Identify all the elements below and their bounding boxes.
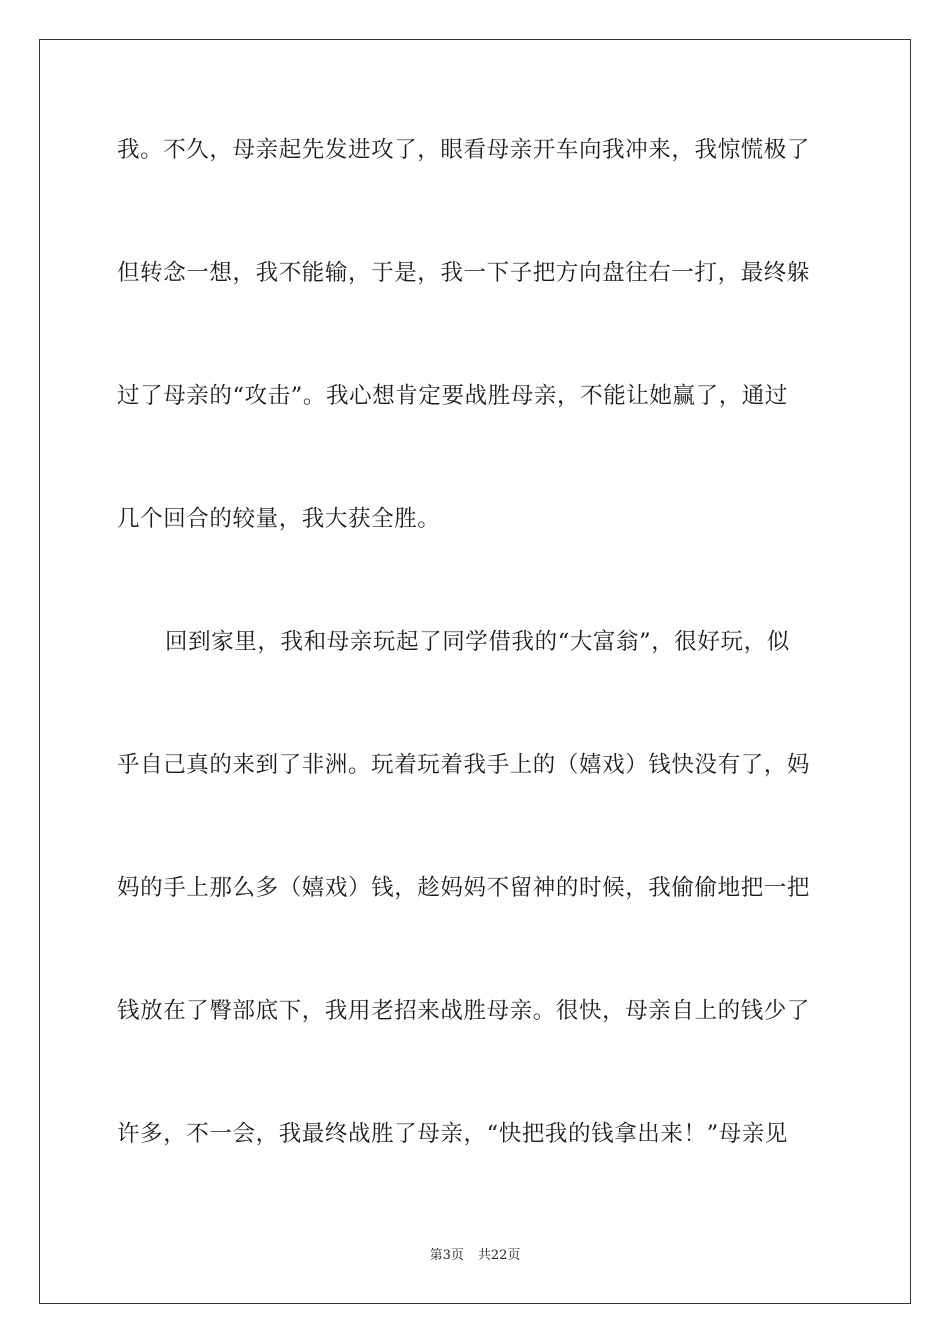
text-line: 钱放在了臀部底下，我用老招来战胜母亲。很快，母亲自上的钱少了 — [117, 998, 811, 1024]
page-border — [39, 39, 911, 1304]
text-line: 但转念一想，我不能输，于是，我一下子把方向盘往右一打，最终躲 — [117, 260, 811, 286]
text-line: 乎自己真的来到了非洲。玩着玩着我手上的（嬉戏）钱快没有了，妈 — [117, 752, 811, 778]
page-number: 第3页 — [429, 1248, 464, 1263]
page-footer — [0, 1247, 950, 1265]
page-total: 共22页 — [477, 1248, 521, 1263]
text-line: 几个回合的较量，我大获全胜。 — [117, 506, 441, 532]
paragraph-first-line: 回到家里，我和母亲玩起了同学借我的“大富翁”，很好玩，似 — [165, 629, 790, 655]
text-line: 妈的手上那么多（嬉戏）钱，趁妈妈不留神的时候，我偷偷地把一把 — [117, 875, 811, 901]
text-line: 过了母亲的“攻击”。我心想肯定要战胜母亲，不能让她赢了，通过 — [117, 383, 789, 409]
text-line: 许多，不一会，我最终战胜了母亲，“快把我的钱拿出来！”母亲见 — [117, 1121, 789, 1147]
text-line: 我。不久，母亲起先发进攻了，眼看母亲开车向我冲来，我惊慌极了 — [117, 137, 811, 163]
